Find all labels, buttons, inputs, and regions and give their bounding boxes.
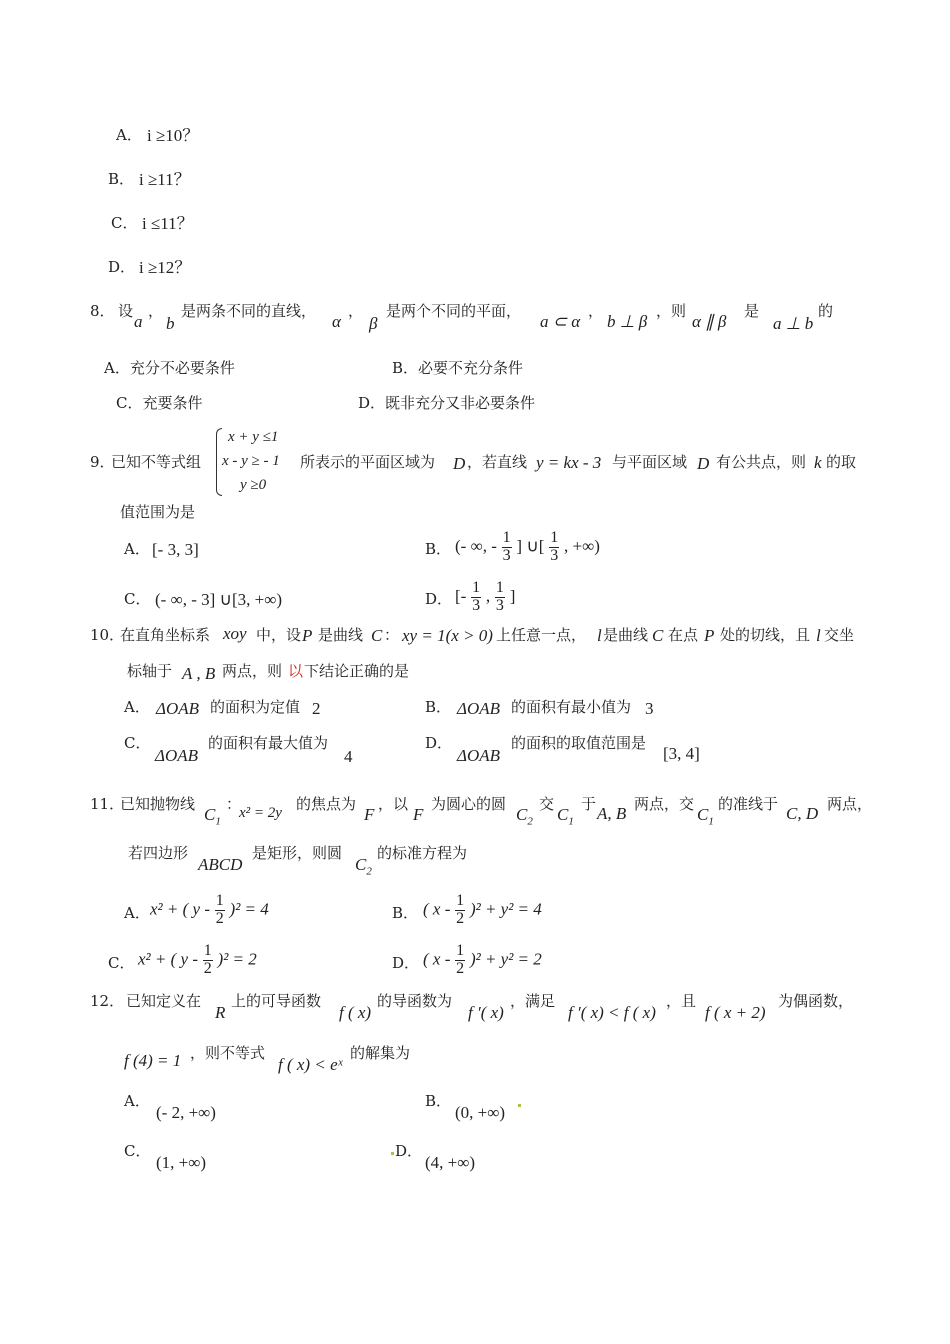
q10-triangle: ΔOAB xyxy=(155,746,199,765)
stray-mark xyxy=(391,1152,394,1155)
q12-option-b-expr: (0, +∞) xyxy=(455,1103,506,1122)
q11-c1: $C_1$ xyxy=(204,805,221,828)
q10-option-d-label: D． xyxy=(425,734,453,752)
q11-text: ： xyxy=(226,795,242,813)
q10-point-p: P xyxy=(704,626,715,645)
fraction: $\frac{1}{2}$ xyxy=(456,892,465,927)
q9-inequality-1: x + y ≤1 xyxy=(228,429,279,445)
q10-text: 是曲线 xyxy=(603,626,649,644)
q11-c1: $C_1$ xyxy=(557,805,574,828)
q11-option-d-label: D． xyxy=(392,954,420,972)
q8-text: 是 xyxy=(744,302,760,320)
q9-option-c-label: C． xyxy=(124,590,151,608)
q10-option-a-value: 2 xyxy=(312,699,321,718)
q12-f4: f (4) = 1 xyxy=(124,1051,182,1070)
q7-option-a-label: A． xyxy=(116,126,142,144)
q10-highlighted-text: 以 xyxy=(288,662,304,680)
q9-text: 的取 xyxy=(826,453,857,471)
q11-option-c-label: C． xyxy=(108,954,135,972)
q7-option-b-expr: i ≥11？ xyxy=(139,170,191,189)
q12-text: 已知定义在 xyxy=(126,992,202,1010)
q11-text: ，以 xyxy=(378,795,409,813)
q8-alpha: α xyxy=(332,312,341,331)
q8-beta: β xyxy=(369,314,378,333)
q12-option-c-label: C． xyxy=(124,1142,151,1160)
q10-points-ab: A , B xyxy=(182,664,216,683)
q7-option-a-expr: i ≥10？ xyxy=(147,126,200,145)
q10-line-l: l xyxy=(816,626,821,645)
q10-point-p: P xyxy=(302,626,313,645)
q11-text: 若四边形 xyxy=(128,844,189,862)
q9-text: 值范围为是 xyxy=(120,503,196,521)
q10-option-d-text: 的面积的取值范围是 xyxy=(511,734,647,752)
q11-text: 为圆心的圆 xyxy=(431,795,507,813)
q9-var-k: k xyxy=(814,453,822,472)
q11-option-d-expr: ( x - $\frac{1}{2}$ )² + y² = 2 xyxy=(423,942,542,977)
q8-var-b: b xyxy=(166,314,175,333)
q9-text: 有公共点，则 xyxy=(716,453,807,471)
q8-number: 8． xyxy=(90,302,115,320)
q7-option-b-label: B． xyxy=(108,170,135,188)
q7-option-d-label: D． xyxy=(108,258,136,276)
q9-line-equation: y = kx - 3 xyxy=(536,453,602,472)
q10-option-d-value: [3, 4] xyxy=(663,744,700,763)
q11-option-a-expr: x² + ( y - $\frac{1}{2}$ )² = 4 xyxy=(150,892,269,927)
q11-text: 交 xyxy=(539,795,555,813)
q12-number: 12． xyxy=(90,992,125,1010)
q10-curve-c: C xyxy=(371,626,383,645)
q9-option-a-expr: [- 3, 3] xyxy=(152,540,199,559)
q11-focus-f: F xyxy=(364,805,375,824)
q11-text: 两点，交 xyxy=(634,795,695,813)
q11-option-a-label: A． xyxy=(124,904,150,922)
q12-text: 为偶函数， xyxy=(778,992,854,1010)
q10-option-b-label: B． xyxy=(425,698,452,716)
q11-text: 已知抛物线 xyxy=(120,795,196,813)
q8-text: 是两条不同的直线， xyxy=(181,302,317,320)
q8-option-b: B．必要不充分条件 xyxy=(392,359,524,377)
q9-option-b-expr: (- ∞, - $\frac{1}{3}$ ] ∪[ $\frac{1}{3}$ , +∞) xyxy=(455,529,600,564)
q11-text: 的标准方程为 xyxy=(377,844,468,862)
q10-text: 在直角坐标系 xyxy=(120,626,211,644)
q10-triangle: ΔOAB xyxy=(457,699,501,718)
q12-option-a-expr: (- 2, +∞) xyxy=(156,1103,216,1122)
q10-text: 上任意一点， xyxy=(496,626,587,644)
fraction: $\frac{1}{2}$ xyxy=(215,892,224,927)
q9-number: 9． xyxy=(90,453,115,471)
q12-set-r: R xyxy=(215,1003,226,1022)
q10-text: 处的切线，且 xyxy=(720,626,811,644)
fraction: $\frac{1}{3}$ xyxy=(472,579,481,614)
q11-text: 于 xyxy=(581,795,597,813)
q10-text: 是曲线 xyxy=(318,626,364,644)
q10-text: 交坐 xyxy=(824,626,855,644)
q8-text: 设 xyxy=(118,302,134,320)
q8-option-d: D．既非充分又非必要条件 xyxy=(358,394,536,412)
q10-text: ： xyxy=(384,626,400,644)
q9-inequality-3: y ≥0 xyxy=(240,477,267,493)
q9-inequality-2: x - y ≥ - 1 xyxy=(222,453,280,469)
fraction: $\frac{1}{3}$ xyxy=(502,529,511,564)
q11-text: 两点， xyxy=(827,795,873,813)
q11-option-c-expr: x² + ( y - $\frac{1}{2}$ )² = 2 xyxy=(138,942,257,977)
q10-text: 标轴于 xyxy=(127,662,173,680)
q8-text: ， xyxy=(148,302,164,320)
q8-text: ， xyxy=(588,302,604,320)
q10-option-c-label: C． xyxy=(124,734,151,752)
q11-points-cd: C, D xyxy=(786,804,819,823)
fraction: $\frac{1}{2}$ xyxy=(203,942,212,977)
q12-text: ，满足 xyxy=(510,992,556,1010)
q12-condition: f ′( x) < f ( x) xyxy=(568,1003,656,1022)
q12-option-d-label: D． xyxy=(395,1142,423,1160)
q11-focus-f: F xyxy=(413,805,424,824)
q12-option-b-label: B． xyxy=(425,1092,452,1110)
q10-option-a-label: A． xyxy=(124,698,150,716)
q8-var-a: a xyxy=(134,312,143,331)
q12-option-d-expr: (4, +∞) xyxy=(425,1153,476,1172)
q8-text: 的 xyxy=(818,302,834,320)
q11-option-b-label: B． xyxy=(392,904,419,922)
q9-option-b-label: B． xyxy=(425,540,452,558)
q8-text: ，则 xyxy=(656,302,687,320)
fraction: $\frac{1}{3}$ xyxy=(550,529,559,564)
q8-parallel: α ∥ β xyxy=(692,312,727,331)
q10-option-b-text: 的面积有最小值为 xyxy=(511,698,632,716)
q9-text: 已知不等式组 xyxy=(111,453,202,471)
q12-text: ，且 xyxy=(666,992,697,1010)
q10-option-a-text: 的面积为定值 xyxy=(210,698,301,716)
q8-option-a: A．充分不必要条件 xyxy=(104,359,235,377)
q11-text: 是矩形，则圆 xyxy=(252,844,343,862)
q8-text: ， xyxy=(348,302,364,320)
q10-xoy: xoy xyxy=(223,624,247,643)
q12-option-c-expr: (1, +∞) xyxy=(156,1153,207,1172)
q8-perpendicular: a ⊥ b xyxy=(773,314,814,333)
q12-text: 的导函数为 xyxy=(377,992,453,1010)
q10-triangle: ΔOAB xyxy=(156,699,200,718)
q9-text: 与平面区域 xyxy=(612,453,688,471)
q10-text: 下结论正确的是 xyxy=(304,662,410,680)
q11-c1: $C_1$ xyxy=(697,805,714,828)
q12-option-a-label: A． xyxy=(124,1092,150,1110)
q11-parabola-equation: x² = 2y xyxy=(239,805,282,821)
q11-c2: $C_2$ xyxy=(516,805,533,828)
q7-option-d-expr: i ≥12？ xyxy=(139,258,192,277)
q8-text: 是两个不同的平面， xyxy=(386,302,522,320)
q9-option-d-expr: [- $\frac{1}{3}$ , $\frac{1}{3}$ ] xyxy=(455,579,516,614)
q8-condition-1: a ⊂ α xyxy=(540,312,581,331)
fraction: $\frac{1}{3}$ xyxy=(495,579,504,614)
q11-quadrilateral: ABCD xyxy=(198,855,243,874)
q12-derivative: f ′( x) xyxy=(468,1003,504,1022)
q9-text: ，若直线 xyxy=(467,453,528,471)
q12-shifted-function: f ( x + 2) xyxy=(705,1003,766,1022)
q10-number: 10． xyxy=(90,626,125,644)
q10-line-l: l xyxy=(597,626,602,645)
q10-curve-c: C xyxy=(652,626,664,645)
q10-option-c-text: 的面积有最大值为 xyxy=(208,734,329,752)
q11-c2: $C_2$ xyxy=(355,855,372,878)
q8-condition-2: b ⊥ β xyxy=(607,312,648,331)
q11-text: 的焦点为 xyxy=(296,795,357,813)
q12-inequality: f ( x) < eˣ xyxy=(278,1055,343,1074)
q12-function-f: f ( x) xyxy=(339,1003,372,1022)
q10-text: 两点，则 xyxy=(222,662,283,680)
q9-option-a-label: A． xyxy=(124,540,150,558)
q12-text: 的解集为 xyxy=(350,1044,411,1062)
q10-option-b-value: 3 xyxy=(645,699,654,718)
q12-text: 上的可导函数 xyxy=(231,992,322,1010)
q12-text: ，则不等式 xyxy=(190,1044,266,1062)
q10-option-c-value: 4 xyxy=(344,747,353,766)
q11-text: 的准线于 xyxy=(718,795,779,813)
fraction: $\frac{1}{2}$ xyxy=(456,942,465,977)
q7-option-c-expr: i ≤11？ xyxy=(142,214,194,233)
q11-option-b-expr: ( x - $\frac{1}{2}$ )² + y² = 4 xyxy=(423,892,542,927)
q10-text: 在点 xyxy=(668,626,699,644)
q9-option-d-label: D． xyxy=(425,590,453,608)
q8-option-c: C．充要条件 xyxy=(116,394,203,412)
q10-triangle: ΔOAB xyxy=(457,746,501,765)
q9-region-d: D xyxy=(697,454,710,473)
q11-number: 11． xyxy=(90,795,125,813)
stray-mark xyxy=(518,1104,521,1107)
q11-points-ab: A, B xyxy=(597,804,627,823)
q10-curve-equation: xy = 1(x > 0) xyxy=(402,626,493,645)
q9-option-c-expr: (- ∞, - 3] ∪[3, +∞) xyxy=(155,590,282,609)
q9-region-d: D xyxy=(453,454,466,473)
q9-text: 所表示的平面区域为 xyxy=(300,453,436,471)
q10-text: 中，设 xyxy=(256,626,302,644)
q7-option-c-label: C． xyxy=(111,214,138,232)
